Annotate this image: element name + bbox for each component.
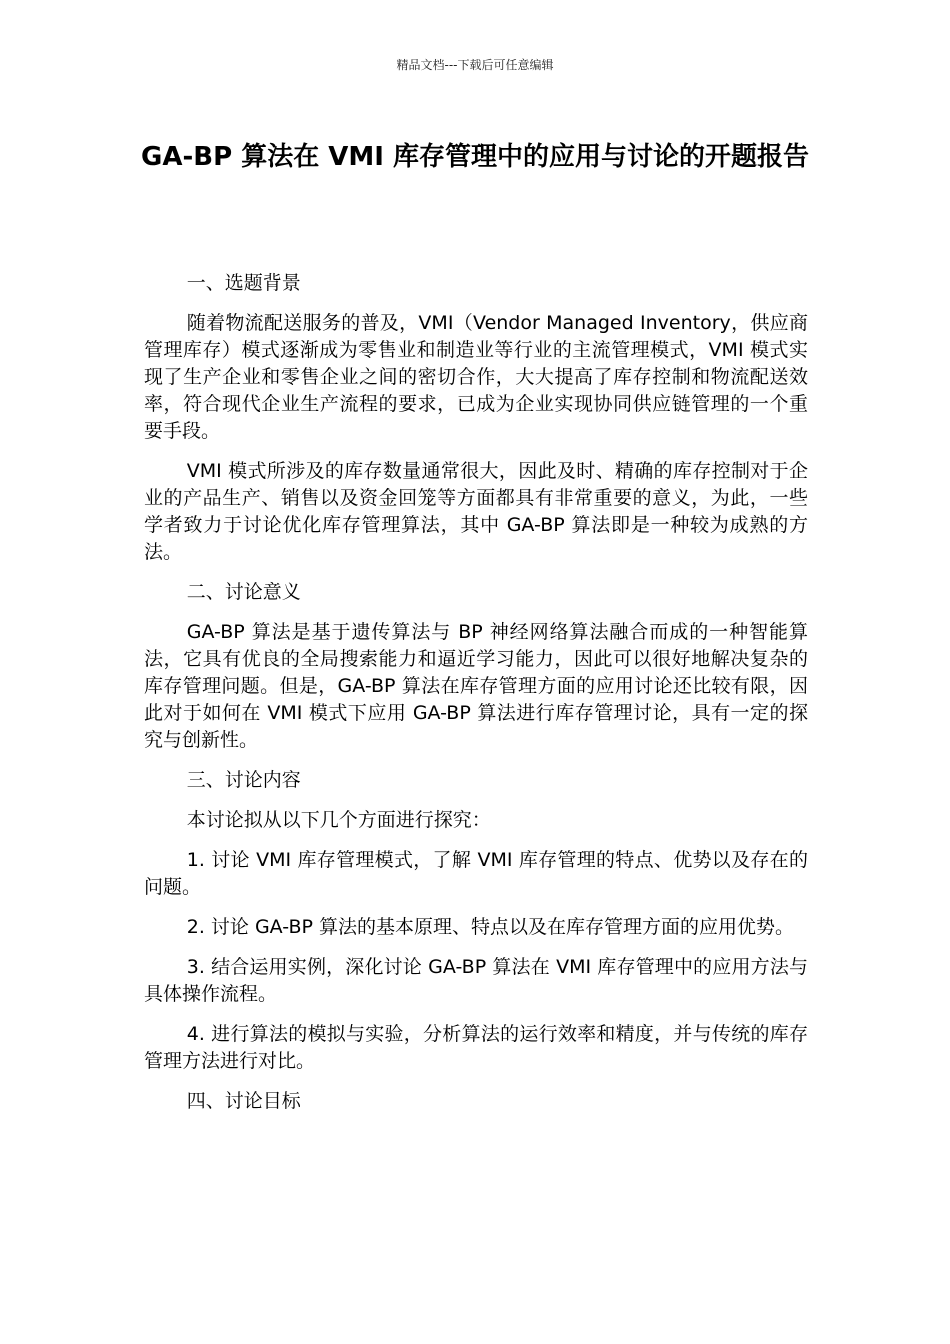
content-item-1: 1. 讨论 VMI 库存管理模式，了解 VMI 库存管理的特点、优势以及存在的问题。 <box>144 849 808 898</box>
section-heading-significance: 二、讨论意义 <box>186 581 301 603</box>
content-item-2: 2. 讨论 GA-BP 算法的基本原理、特点以及在库存管理方面的应用优势。 <box>186 916 794 938</box>
background-paragraph-2: VMI 模式所涉及的库存数量通常很大，因此及时、精确的库存控制对于企业的产品生产、销售以及资金回笼等方面都具有非常重要的意义，为此，一些学者致力于讨论优化库存管理算法，其中 GA-BP 算法即是一种较为成熟的方法。 <box>144 460 808 563</box>
section-heading-objectives: 四、讨论目标 <box>186 1090 301 1112</box>
significance-paragraph: GA-BP 算法是基于遗传算法与 BP 神经网络算法融合而成的一种智能算法，它具有优良的全局搜索能力和逼近学习能力，因此可以很好地解决复杂的库存管理问题。但是，GA-BP 算法在库存管理方面的应用讨论还比较有限，因此对于如何在 VMI 模式下应用 GA-BP 算法进行库存管理讨论，具有一定的探究与创新性。 <box>144 621 808 751</box>
page-header-note: 精品文档---下载后可任意编辑 <box>396 58 554 72</box>
document-body <box>144 270 808 1128</box>
content-intro: 本讨论拟从以下几个方面进行探究： <box>186 809 491 831</box>
background-paragraph-1: 随着物流配送服务的普及，VMI（Vendor Managed Inventory，供应商管理库存）模式逐渐成为零售业和制造业等行业的主流管理模式，VMI 模式实现了生产企业和零售企业之间的密切合作，大大提高了库存控制和物流配送效率，符合现代企业生产流程的要求，已成为企业实现协同供应链管理的一个重要手段。 <box>144 312 808 442</box>
section-heading-background: 一、选题背景 <box>186 272 301 294</box>
document-title: GA-BP 算法在 VMI 库存管理中的应用与讨论的开题报告 <box>141 142 809 172</box>
content-item-4: 4. 进行算法的模拟与实验，分析算法的运行效率和精度，并与传统的库存管理方法进行对比。 <box>144 1023 808 1072</box>
content-item-3: 3. 结合运用实例，深化讨论 GA-BP 算法在 VMI 库存管理中的应用方法与具体操作流程。 <box>144 956 808 1005</box>
section-heading-content: 三、讨论内容 <box>186 769 301 791</box>
